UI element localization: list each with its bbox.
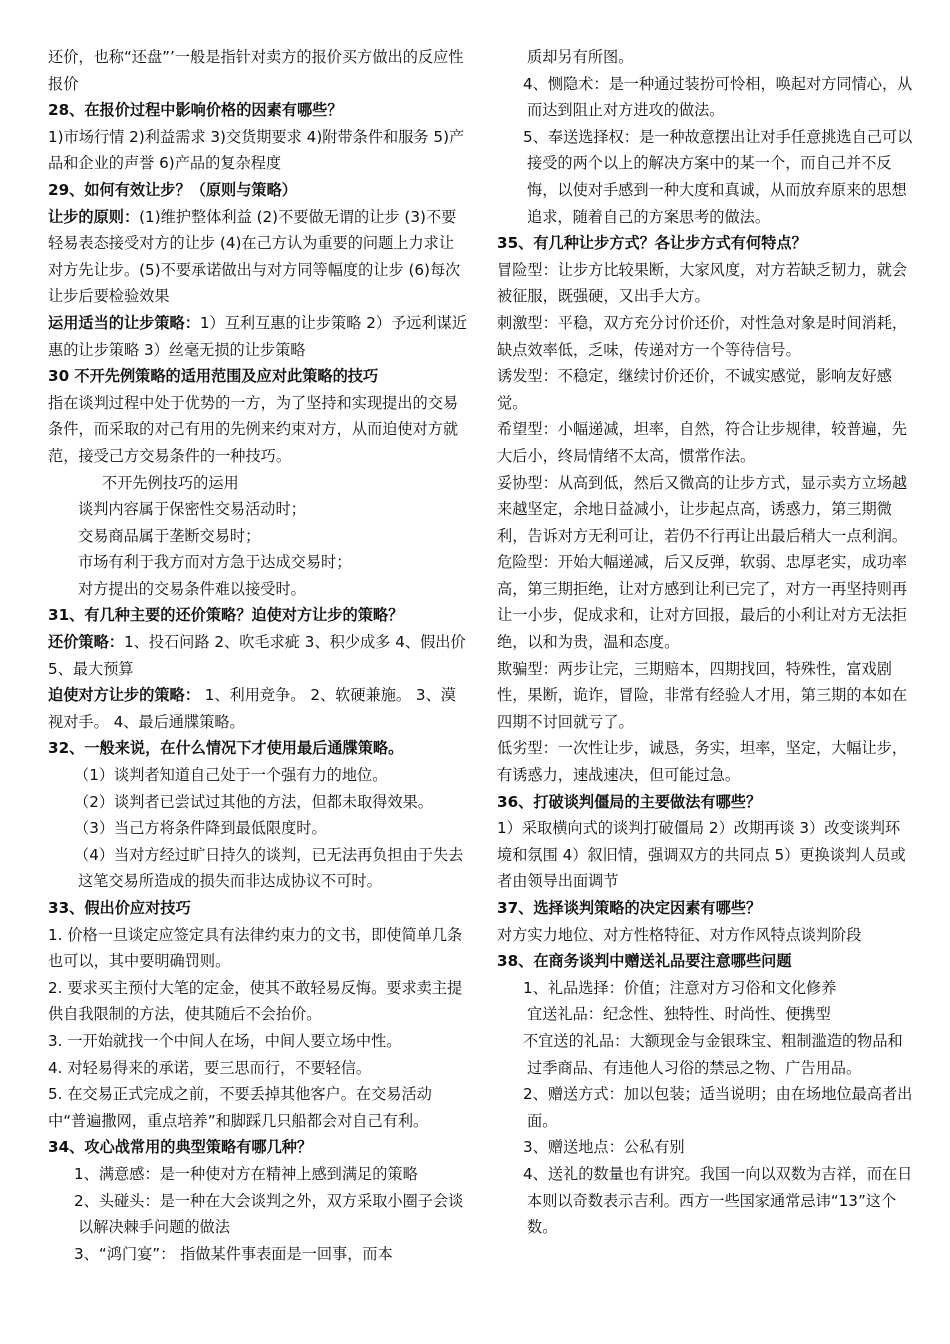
paragraph: 妥协型：从高到低，然后又微高的让步方式，显示卖方立场越来越坚定，余地日益减小，让步起点高，诱惑力，第三期微利，告诉对方无利可让，若仍不行再让出最后稍大一点利润。 bbox=[497, 473, 908, 545]
paragraph: 宜送礼品：纪念性、独特性、时尚性、便携型 bbox=[527, 1005, 831, 1024]
paragraph: 3、赠送地点：公私有别 bbox=[523, 1138, 685, 1157]
paragraph: 危险型：开始大幅递减，后又反弹，软弱、忠厚老实，成功率高，第三期拒绝，让对方感到让利已完了，对方一再坚持则再让一小步，促成求和，让对方回报，最后的小利让对方无法拒绝，以和为贵，温和态度。 bbox=[497, 553, 908, 652]
section-heading: 33、假出价应对技巧 bbox=[48, 899, 191, 917]
paragraph-text: 1、投石问路 2、吹毛求疵 3、积少成多 4、假出价 5、最大预算 bbox=[48, 633, 471, 678]
paragraph: （1）谈判者知道自己处于一个强有力的地位。 bbox=[74, 766, 388, 785]
paragraph: 1）采取横向式的谈判打破僵局 2）改期再谈 3）改变谈判环境和氛围 4）叙旧情，强调双方的共同点 5）更换谈判人员或者由领导出面调节 bbox=[497, 819, 906, 891]
section-heading: 29、如何有效让步？（原则与策略） bbox=[48, 180, 297, 199]
paragraph: 3、“鸿门宴”： 指做某件事表面是一回事，而本 bbox=[74, 1244, 393, 1263]
bold-lead: 让步的原则： bbox=[48, 207, 140, 226]
paragraph: 指在谈判过程中处于优势的一方，为了坚持和实现提出的交易条件，而采取的对己有用的先例来约束对方，从而迫使对方就范，接受己方交易条件的一种技巧。 bbox=[48, 393, 459, 465]
paragraph: 质却另有所图。 bbox=[527, 48, 634, 66]
paragraph: 刺激型：平稳，双方充分讨价还价，对性急对象是时间消耗，缺点效率低，乏味，传递对方一个等待信号。 bbox=[497, 313, 908, 359]
paragraph: 对方提出的交易条件难以接受时。 bbox=[78, 579, 306, 598]
paragraph-text: 1）互利互惠的让步策略 2）予远利谋近惠的让步策略 3）丝毫无损的让步策略 bbox=[48, 313, 468, 359]
paragraph: 4、恻隐术：是一种通过装扮可怜相，唤起对方同情心，从而达到阻止对方进攻的做法。 bbox=[523, 74, 913, 120]
paragraph: 交易商品属于垄断交易时； bbox=[78, 526, 261, 545]
paragraph-text: 1、利用竞争。 2、软硬兼施。 3、漠视对手。 4、最后通牒策略。 bbox=[48, 686, 456, 731]
paragraph: 4. 对轻易得来的承诺，要三思而行，不要轻信。 bbox=[48, 1058, 372, 1077]
paragraph bbox=[48, 629, 471, 682]
paragraph: （3）当己方将条件降到最低限度时。 bbox=[74, 819, 327, 838]
section-heading: 30 不开先例策略的适用范围及应对此策略的技巧 bbox=[48, 367, 379, 386]
paragraph: 1、满意感：是一种使对方在精神上感到满足的策略 bbox=[74, 1164, 418, 1183]
section-heading: 37、选择谈判策略的决定因素有哪些？ bbox=[497, 899, 762, 917]
paragraph: 欺骗型：两步让完，三期赔本，四期找回，特殊性，富戏剧性，果断，诡诈，冒险，非常有经验人才用，第三期的本如在四期不讨回就亏了。 bbox=[497, 659, 908, 731]
paragraph bbox=[48, 310, 468, 363]
paragraph: 不宜送的礼品：大额现金与金银珠宝、粗制滥造的物品和过季商品、有违他人习俗的禁忌之物、广告用品。 bbox=[523, 1031, 903, 1077]
section-heading: 28、在报价过程中影响价格的因素有哪些？ bbox=[48, 101, 343, 120]
section-heading: 35、有几种让步方式？各让步方式有何特点？ bbox=[497, 234, 807, 253]
section-heading: 31、有几种主要的还价策略？迫使对方让步的策略？ bbox=[48, 606, 404, 625]
right-column bbox=[497, 44, 915, 1241]
paragraph: 1. 价格一旦谈定应签定具有法律约束力的文书，即使简单几条也可以，其中要明确罚则。 bbox=[48, 925, 463, 971]
paragraph: 4、送礼的数量也有讲究。我国一向以双数为吉祥，而在日本则以奇数表示吉利。西方一些国家通常忌讳“13”这个数。 bbox=[523, 1164, 913, 1237]
left-column bbox=[48, 44, 471, 1267]
section-heading: 36、打破谈判僵局的主要做法有哪些？ bbox=[497, 792, 762, 811]
paragraph: 3. 一开始就找一个中间人在场，中间人要立场中性。 bbox=[48, 1031, 402, 1050]
paragraph bbox=[48, 682, 468, 735]
paragraph: 不开先例技巧的运用 bbox=[102, 473, 239, 492]
paragraph: 5、奉送选择权：是一种故意摆出让对手任意挑选自己可以接受的两个以上的解决方案中的某一个，而自己并不反悔，以使对手感到一种大度和真诚，从而放弃原来的思想追求，随着自己的方案思考的做法。 bbox=[523, 127, 913, 226]
paragraph: 5. 在交易正式完成之前，不要丢掉其他客户。在交易活动中“普遍撒网，重点培养”和脚踩几只船都会对自己有利。 bbox=[48, 1085, 432, 1130]
paragraph-text: (1)维护整体利益 (2)不要做无谓的让步 (3)不要轻易表态接受对方的让步 (4)在己方认为重要的问题上力求让对方先让步。(5)不要承诺做出与对方同等幅度的让步 (6)每次让步后要检验效果 bbox=[48, 207, 461, 306]
paragraph: 2. 要求买主预付大笔的定金，使其不敢轻易反悔。要求卖主提供自我限制的方法，使其随后不会抬价。 bbox=[48, 978, 463, 1024]
paragraph: （2）谈判者已尝试过其他的方法，但都未取得效果。 bbox=[74, 792, 433, 811]
section-heading: 38、在商务谈判中赠送礼品要注意哪些问题 bbox=[497, 952, 792, 971]
section-heading: 32、一般来说，在什么情况下才使用最后通牒策略。 bbox=[48, 739, 404, 758]
paragraph: （4）当对方经过旷日持久的谈判，已无法再负担由于失去这笔交易所造成的损失而非达成协议不可时。 bbox=[74, 845, 464, 891]
paragraph: 2、赠送方式：加以包装；适当说明；由在场地位最高者出面。 bbox=[523, 1085, 913, 1130]
paragraph bbox=[48, 204, 468, 310]
section-heading: 34、攻心战常用的典型策略有哪几种？ bbox=[48, 1138, 313, 1157]
paragraph: 市场有利于我方而对方急于达成交易时； bbox=[78, 553, 352, 572]
paragraph: 对方实力地位、对方性格特征、对方作风特点谈判阶段 bbox=[497, 925, 862, 944]
paragraph: 2、头碰头：是一种在大会谈判之外，双方采取小圈子会谈以解决棘手问题的做法 bbox=[74, 1191, 464, 1237]
bold-lead: 还价策略： bbox=[48, 633, 124, 652]
paragraph: 冒险型：让步方比较果断，大家风度，对方若缺乏韧力，就会被征服，既强硬，又出手大方。 bbox=[497, 260, 908, 306]
paragraph: 还价，也称“还盘”’一般是指针对卖方的报价买方做出的反应性报价 bbox=[48, 48, 464, 93]
paragraph: 诱发型：不稳定，继续讨价还价，不诚实感觉，影响友好感觉。 bbox=[497, 367, 892, 412]
bold-lead: 运用适当的让步策略： bbox=[48, 313, 200, 332]
paragraph: 谈判内容属于保密性交易活动时； bbox=[78, 500, 306, 519]
paragraph: 低劣型：一次性让步，诚恳，务实，坦率，坚定，大幅让步，有诱惑力，速战速决，但可能过急。 bbox=[497, 739, 908, 785]
paragraph: 希望型：小幅递减，坦率，自然，符合让步规律，较普遍，先大后小，终局情绪不太高，惯常作法。 bbox=[497, 420, 908, 465]
bold-lead: 迫使对方让步的策略： bbox=[48, 686, 200, 705]
paragraph: 1、礼品选择：价值；注意对方习俗和文化修养 bbox=[523, 978, 837, 997]
paragraph: 1)市场行情 2)利益需求 3)交货期要求 4)附带条件和服务 5)产品和企业的声誉 6)产品的复杂程度 bbox=[48, 127, 465, 173]
